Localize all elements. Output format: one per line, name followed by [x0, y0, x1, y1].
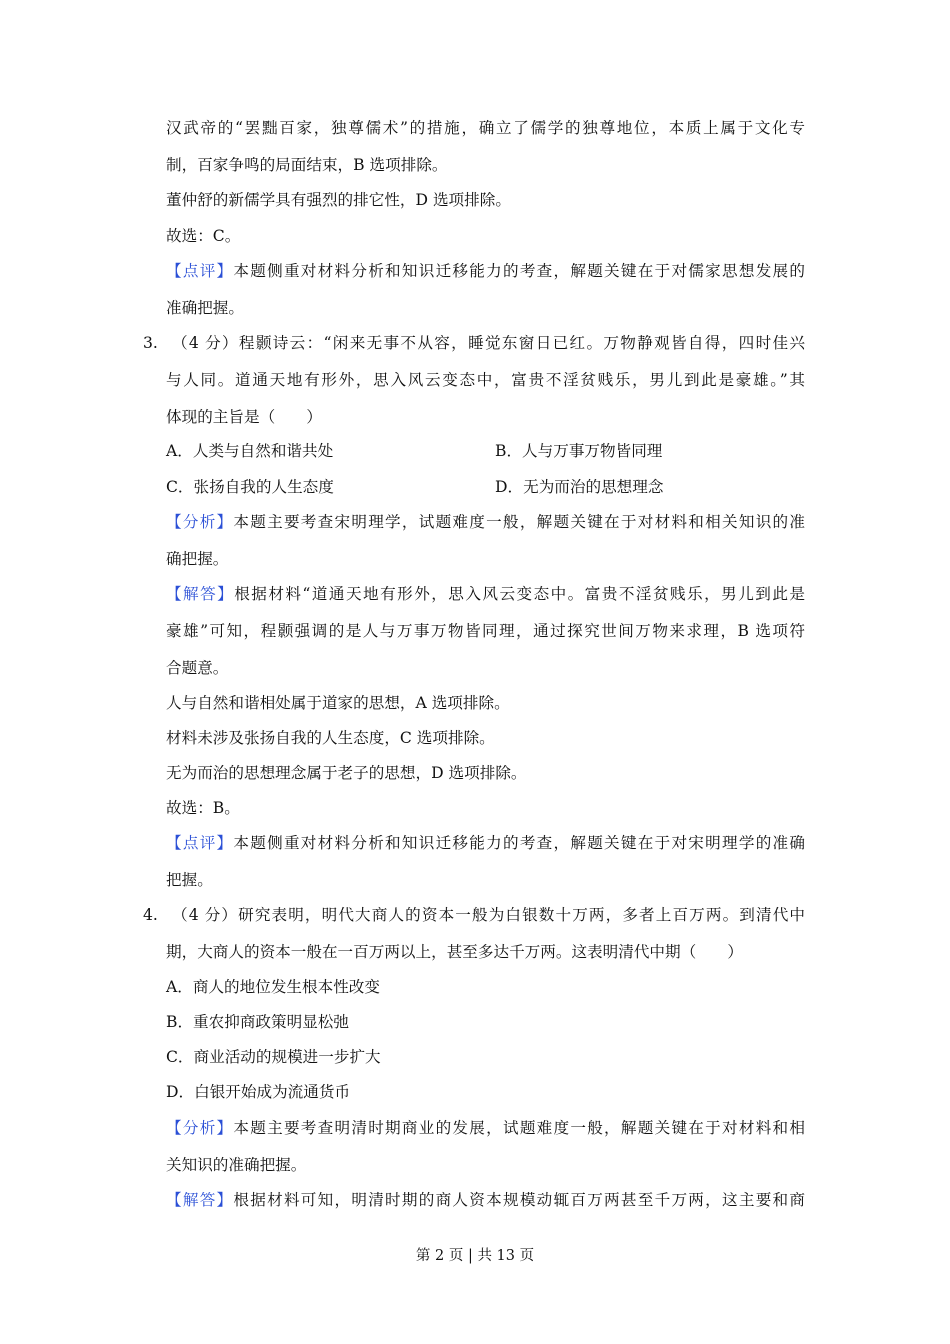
text-line: 关知识的准确把握。	[166, 1156, 307, 1174]
question-stem: 期，大商人的资本一般在一百万两以上，甚至多达千万两。这表明清代中期（ ）	[166, 943, 743, 961]
text: 本题侧重对材料分析和知识迁移能力的考查，解题关键在于对宋明理学的准确	[233, 834, 805, 852]
answer-tag: 【解答】	[166, 585, 235, 603]
option-b: B．重农抑商政策明显松弛	[166, 1013, 349, 1031]
comment-line	[166, 261, 805, 281]
question-number: 3.	[143, 334, 158, 352]
text: 本题侧重对材料分析和知识迁移能力的考查，解题关键在于对儒家思想发展的	[233, 262, 805, 280]
text: 根据材料“道通天地有形外，思入风云变态中。富贵不淫贫贱乐，男儿到此是	[234, 585, 805, 603]
option-a: A．人类与自然和谐共处	[166, 442, 334, 460]
text-line: 汉武帝的“罢黜百家，独尊儒术”的措施，确立了儒学的独尊地位，本质上属于文化专	[166, 119, 805, 137]
text: 根据材料可知，明清时期的商人资本规模动辄百万两甚至千万两，这主要和商	[233, 1191, 805, 1209]
analysis-tag: 【分析】	[166, 513, 234, 531]
comment-line	[166, 833, 805, 853]
analysis-line	[166, 1118, 805, 1138]
text-line: 董仲舒的新儒学具有强烈的排它性，D 选项排除。	[166, 191, 511, 209]
text-line: 准确把握。	[166, 299, 244, 317]
text-line: 豪雄”可知，程颢强调的是人与万事万物皆同理，通过探究世间万物来求理，B 选项符	[166, 622, 805, 640]
question-stem: （4 分）研究表明，明代大商人的资本一般为白银数十万两，多者上百万两。到清代中	[172, 906, 805, 924]
text-line: 无为而治的思想理念属于老子的思想，D 选项排除。	[166, 764, 527, 782]
option-a: A．商人的地位发生根本性改变	[166, 978, 380, 996]
text-line: 把握。	[166, 871, 213, 889]
text: 本题主要考查宋明理学，试题难度一般，解题关键在于对材料和相关知识的准	[233, 513, 805, 531]
answer-tag: 【解答】	[166, 1191, 234, 1209]
option-b: B．人与万事万物皆同理	[495, 442, 663, 460]
text-line: 故选：C。	[166, 227, 241, 245]
answer-line	[166, 1190, 805, 1210]
text-line: 材料未涉及张扬自我的人生态度，C 选项排除。	[166, 729, 495, 747]
text-line: 制，百家争鸣的局面结束，B 选项排除。	[166, 156, 448, 174]
option-c: C．商业活动的规模进一步扩大	[166, 1048, 381, 1066]
analysis-line	[166, 512, 805, 532]
question-stem: 与人同。道通天地有形外，思入风云变态中，富贵不淫贫贱乐，男儿到此是豪雄。”其	[166, 371, 805, 389]
text: 本题主要考查明清时期商业的发展，试题难度一般，解题关键在于对材料和相	[233, 1119, 805, 1137]
question-stem: 体现的主旨是（ ）	[166, 408, 322, 426]
text-line: 人与自然和谐相处属于道家的思想，A 选项排除。	[166, 694, 510, 712]
text-line: 故选：B。	[166, 799, 240, 817]
text-line: 合题意。	[166, 659, 229, 677]
option-c: C．张扬自我的人生态度	[166, 478, 334, 496]
option-d: D．无为而治的思想理念	[495, 478, 664, 496]
text-line: 确把握。	[166, 550, 229, 568]
comment-tag: 【点评】	[166, 262, 234, 280]
answer-line	[166, 584, 805, 604]
comment-tag: 【点评】	[166, 834, 234, 852]
page-footer: 第 2 页 | 共 13 页	[415, 1248, 535, 1264]
analysis-tag: 【分析】	[166, 1119, 234, 1137]
question-number: 4.	[143, 906, 158, 924]
question-stem: （4 分）程颢诗云：“闲来无事不从容，睡觉东窗日已红。万物静观皆自得，四时佳兴	[172, 334, 805, 352]
option-d: D．白银开始成为流通货币	[166, 1083, 351, 1101]
